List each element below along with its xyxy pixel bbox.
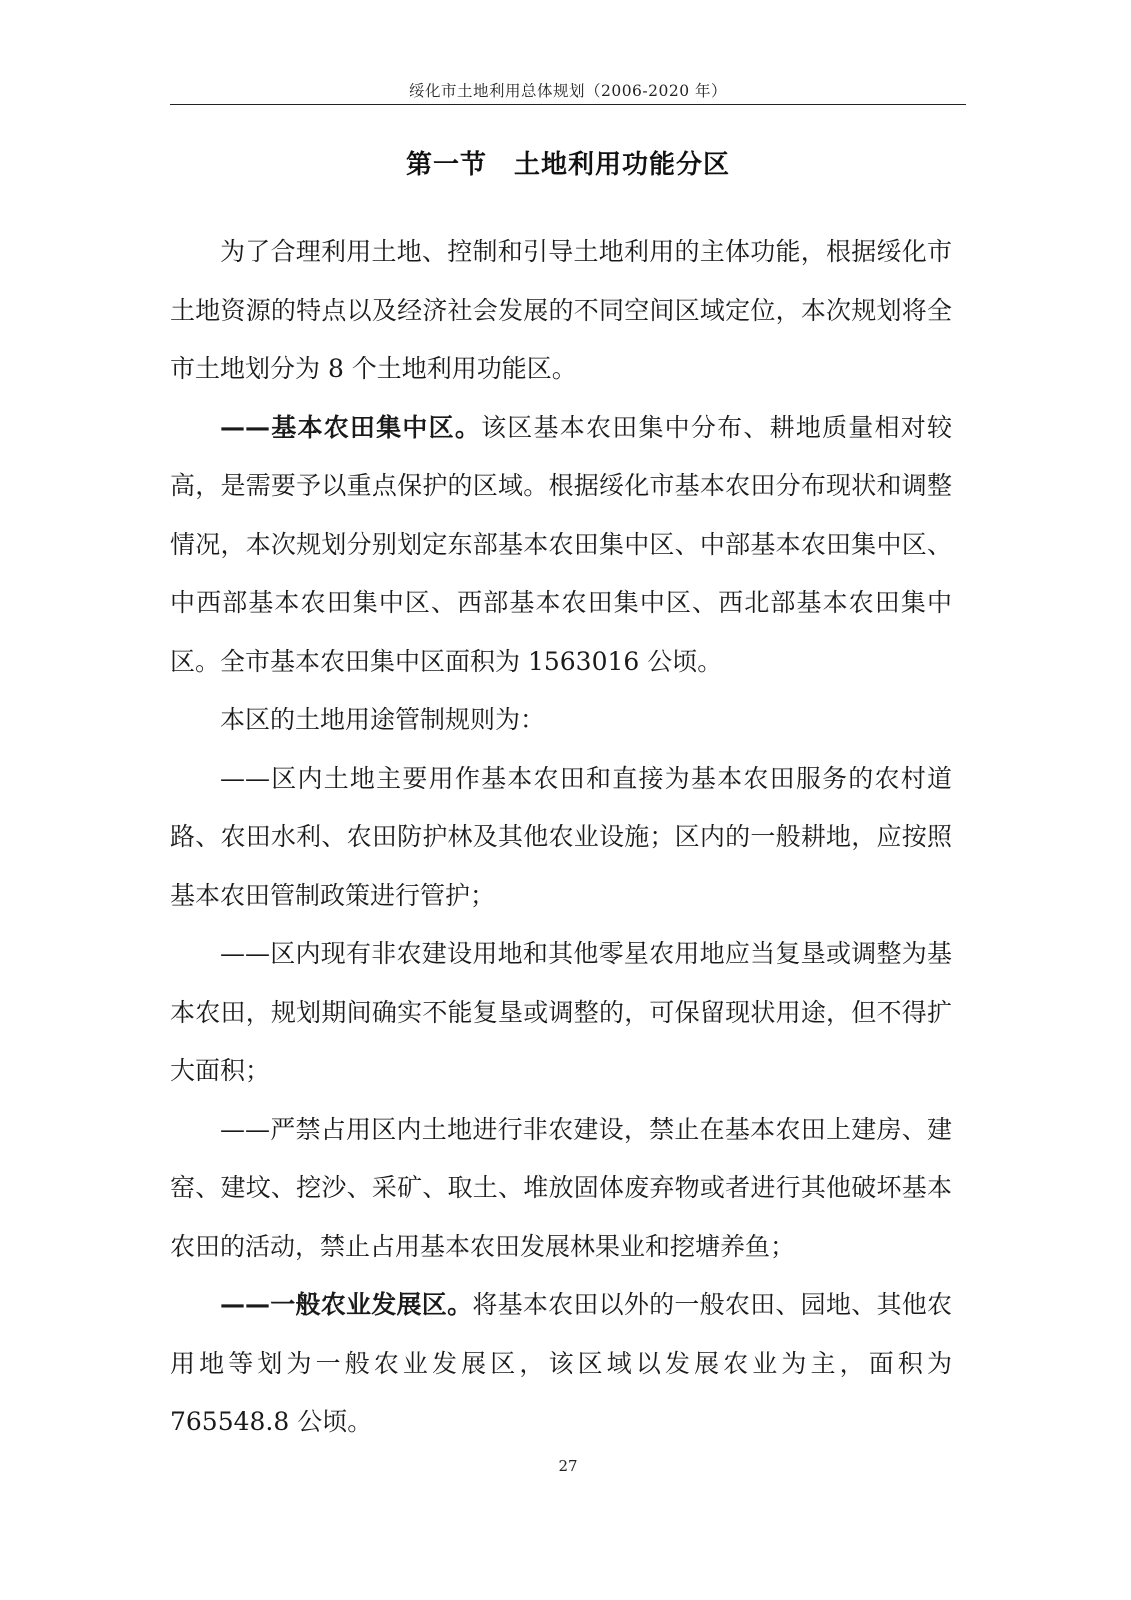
header-divider [170, 104, 966, 105]
paragraph-lead: ——一般农业发展区。 [220, 1290, 473, 1319]
paragraph-basic-farmland-zone [170, 399, 952, 692]
body-text [170, 223, 952, 1452]
page-number: 27 [558, 1457, 578, 1475]
paragraph-general-agriculture-zone [170, 1276, 952, 1452]
paragraph-rules-intro [170, 691, 952, 750]
paragraph-intro [170, 223, 952, 399]
paragraph-rule-1 [170, 750, 952, 926]
paragraph-text: 该区基本农田集中分布、耕地质量相对较高，是需要予以重点保护的区域。根据绥化市基本农田分布现状和调整情况，本次规划分别划定东部基本农田集中区、中部基本农田集中区、中西部基本农田集中区、西部基本农田集中区、西北部基本农田集中区。全市基本农田集中区面积为 1563016 公顷。 [170, 412, 952, 676]
paragraph-text: ——区内土地主要用作基本农田和直接为基本农田服务的农村道路、农田水利、农田防护林及其他农业设施；区内的一般耕地，应按照基本农田管制政策进行管护； [170, 763, 952, 910]
paragraph-text: 本区的土地用途管制规则为： [220, 705, 546, 734]
paragraph-text: 将基本农田以外的一般农田、园地、其他农用地等划为一般农业发展区，该区域以发展农业为主，面积为 765548.8 公顷。 [170, 1290, 952, 1436]
paragraph-rule-2 [170, 925, 952, 1101]
paragraph-lead: ——基本农田集中区。 [220, 412, 482, 442]
running-header: 绥化市土地利用总体规划（2006-2020 年） [408, 82, 728, 100]
paragraph-text: ——严禁占用区内土地进行非农建设，禁止在基本农田上建房、建窑、建坟、挖沙、采矿、取土、堆放固体废弃物或者进行其他破坏基本农田的活动，禁止占用基本农田发展林果业和挖塘养鱼； [170, 1114, 952, 1261]
paragraph-text: 为了合理利用土地、控制和引导土地利用的主体功能，根据绥化市土地资源的特点以及经济社会发展的不同空间区域定位，本次规划将全市土地划分为 8 个土地利用功能区。 [170, 237, 952, 383]
section-title: 第一节 土地利用功能分区 [405, 150, 730, 180]
paragraph-text: ——区内现有非农建设用地和其他零星农用地应当复垦或调整为基本农田，规划期间确实不能复垦或调整的，可保留现状用途，但不得扩大面积； [170, 939, 952, 1085]
paragraph-rule-3 [170, 1101, 952, 1277]
